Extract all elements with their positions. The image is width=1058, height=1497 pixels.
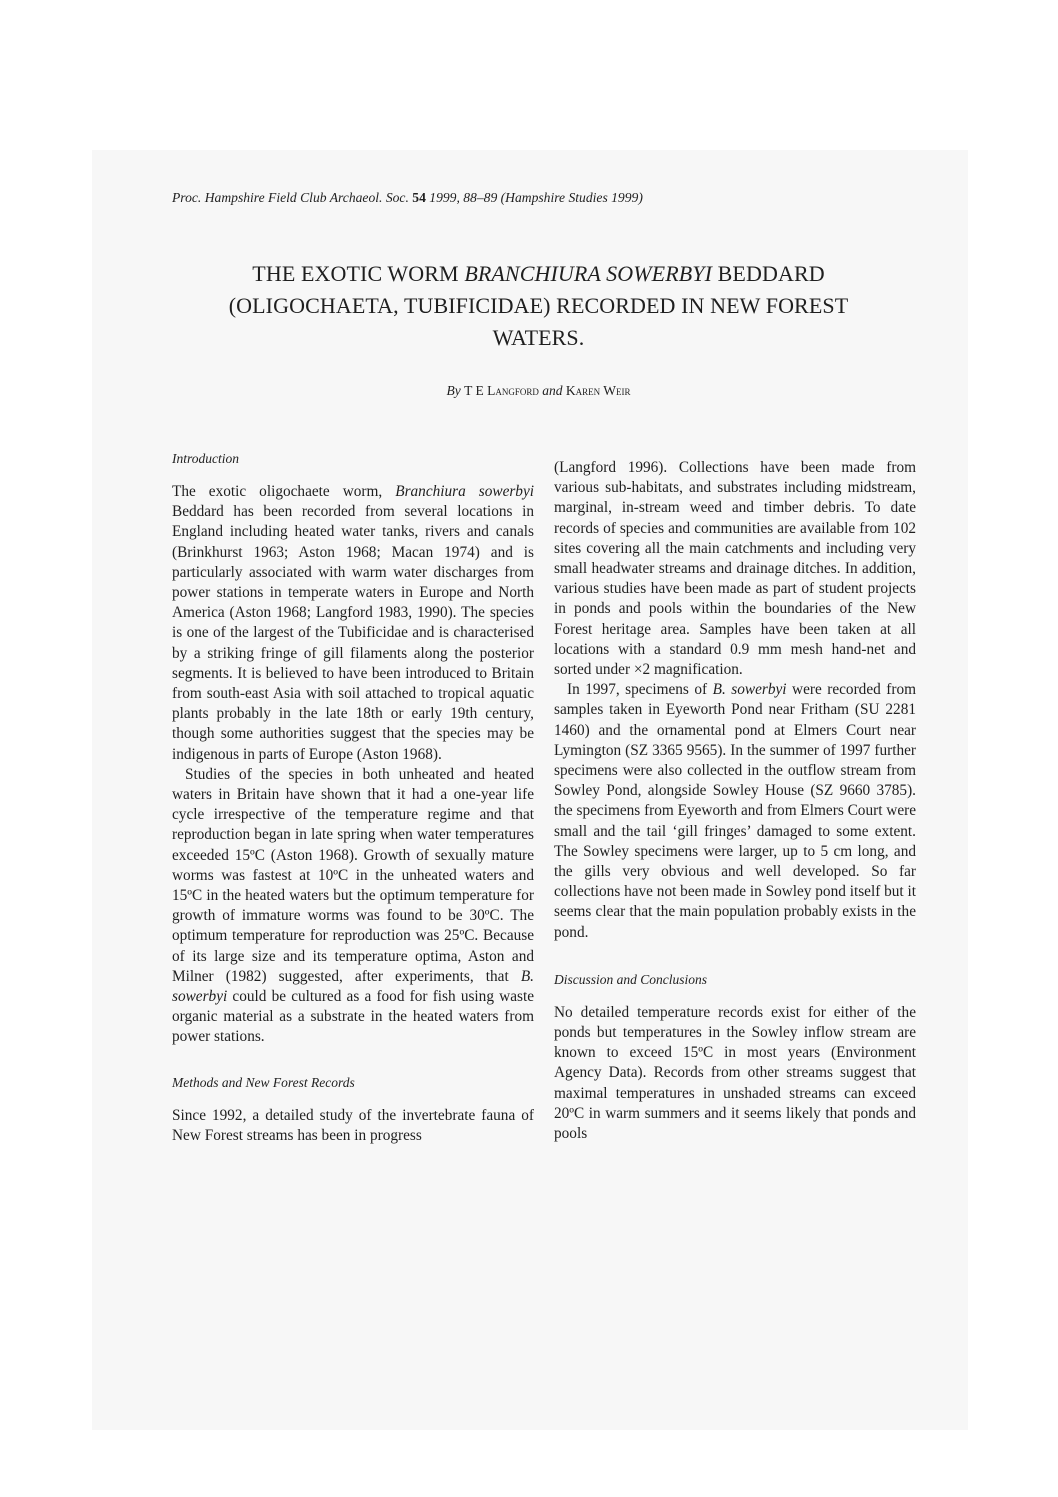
title-line-1: [175, 258, 902, 290]
byline-and: and: [542, 383, 563, 398]
right-column: [554, 458, 916, 1144]
title-line-1-start: THE EXOTIC WORM: [252, 261, 465, 286]
discussion-paragraph-1: No detailed temperature records exist for either of the ponds but temperatures in the Sowley inflow stream are known to exceed 15ºC in most years (Environment Agency Data). Records from other streams suggest that maximal temperatures in unshaded streams can exceed 20ºC in warm summers and it seems likely that ponds and pools: [554, 1003, 916, 1143]
methods-paragraph-1-continued: (Langford 1996). Collections have been made from various sub-habitats, and substrates including midstream, marginal, in-stream weed and timber debris. To date records of species and communities are available from 102 sites covering all the main catchments and including very small headwater streams and drainage ditches. In addition, various studies have been made as part of student projects in ponds and pools within the boundaries of the New Forest heritage area. Samples have been taken at all locations with a standard 0.9 mm mesh hand-net and sorted under ×2 magnification.: [554, 459, 916, 679]
introduction-heading: Introduction: [172, 451, 239, 466]
methods-paragraph-2: [554, 680, 916, 943]
journal-citation: [172, 190, 892, 206]
byline-by: By: [446, 383, 461, 398]
intro-p2-end: could be cultured as a food for fish using waste organic material as a substrate in the heated waters from power stations.: [172, 988, 534, 1046]
left-column: [172, 450, 534, 1146]
title-line-2: (OLIGOCHAETA, TUBIFICIDAE) RECORDED IN NEW FOREST: [228, 293, 849, 318]
intro-p1-start: The exotic oligochaete worm,: [172, 483, 396, 500]
species-name: B. sowerbyi: [712, 681, 787, 699]
title-line-1-end: BEDDARD: [712, 261, 825, 286]
species-name: B. sowerbyi: [172, 967, 534, 1006]
methods-heading: Methods and New Forest Records: [172, 1074, 355, 1090]
article-title: [175, 258, 902, 354]
section-spacer: [554, 943, 916, 971]
methods-p2-start: In 1997, specimens of: [567, 681, 713, 699]
methods-p2-body: were recorded from samples taken in Eyeworth Pond near Fritham (SU 2281 1460) and the ornamental pond at Elmers Court near Lymington (SZ 3365 9565). In the summer of 1997 further specimens were also collected in the outflow stream from Sowley Pond, alongside Sowley House (SZ 9660 3785). the specimens from Eyeworth and from Elmers Court were small and the tail ‘gill fringes’ damaged to some extent. The Sowley specimens were larger, up to 5 cm long, and the gills very obvious and well developed. So far collections have not been made in Sowley pond itself but it seems clear that the main population probably exists in the pond.: [554, 681, 916, 941]
intro-p1-body: Beddard has been recorded from several locations in England including heated water tanks, rivers and canals (Brinkhurst 1963; Aston 1968; Macan 1974) and is particularly associated with warm water discharges from power stations in temperate waters in Europe and North America (Aston 1968; Langford 1983, 1990). The species is one of the largest of the Tubificidae and is characterised by a striking fringe of gill filaments along the posterior segments. It is believed to have been introduced to Britain from south-east Asia with soil attached to tropical aquatic plants probably in the late 18th or early 19th century, though some authorities suggest that the species may be indigenous in parts of Europe (Aston 1968).: [172, 503, 534, 763]
author-byline: [175, 383, 902, 399]
introduction-paragraph-1: [172, 482, 534, 765]
citation-prefix: Proc. Hampshire Field Club Archaeol. Soc.: [172, 190, 409, 205]
intro-p2-body: Studies of the species in both unheated and heated waters in Britain have shown that it had a one-year life cycle irrespective of the temperature regime and that reproduction began in late spring when water temperatures exceeded 15ºC (Aston 1968). Growth of sexually mature worms was fastest at 10ºC in the unheated waters and 15ºC in the heated waters but the optimum temperature for growth of immature worms was found to be 30ºC. The optimum temperature for reproduction was 25ºC. Because of its large size and its temperature optima, Aston and Milner (1982) suggested, after experiments, that: [172, 765, 534, 985]
title-line-3: WATERS.: [492, 325, 585, 350]
citation-volume: 54: [412, 190, 426, 205]
citation-rest: 1999, 88–89 (Hampshire Studies 1999): [429, 190, 643, 205]
author-1: T E Langford: [464, 383, 539, 398]
species-name: Branchiura sowerbyi: [395, 483, 534, 500]
title-species-name: BRANCHIURA SOWERBYI: [464, 261, 713, 286]
discussion-heading: Discussion and Conclusions: [554, 971, 708, 987]
author-2: Karen Weir: [565, 383, 631, 398]
introduction-paragraph-2: [172, 765, 534, 1048]
section-spacer: [172, 1048, 534, 1074]
methods-paragraph-1: Since 1992, a detailed study of the invertebrate fauna of New Forest streams has been in progress: [172, 1106, 534, 1144]
